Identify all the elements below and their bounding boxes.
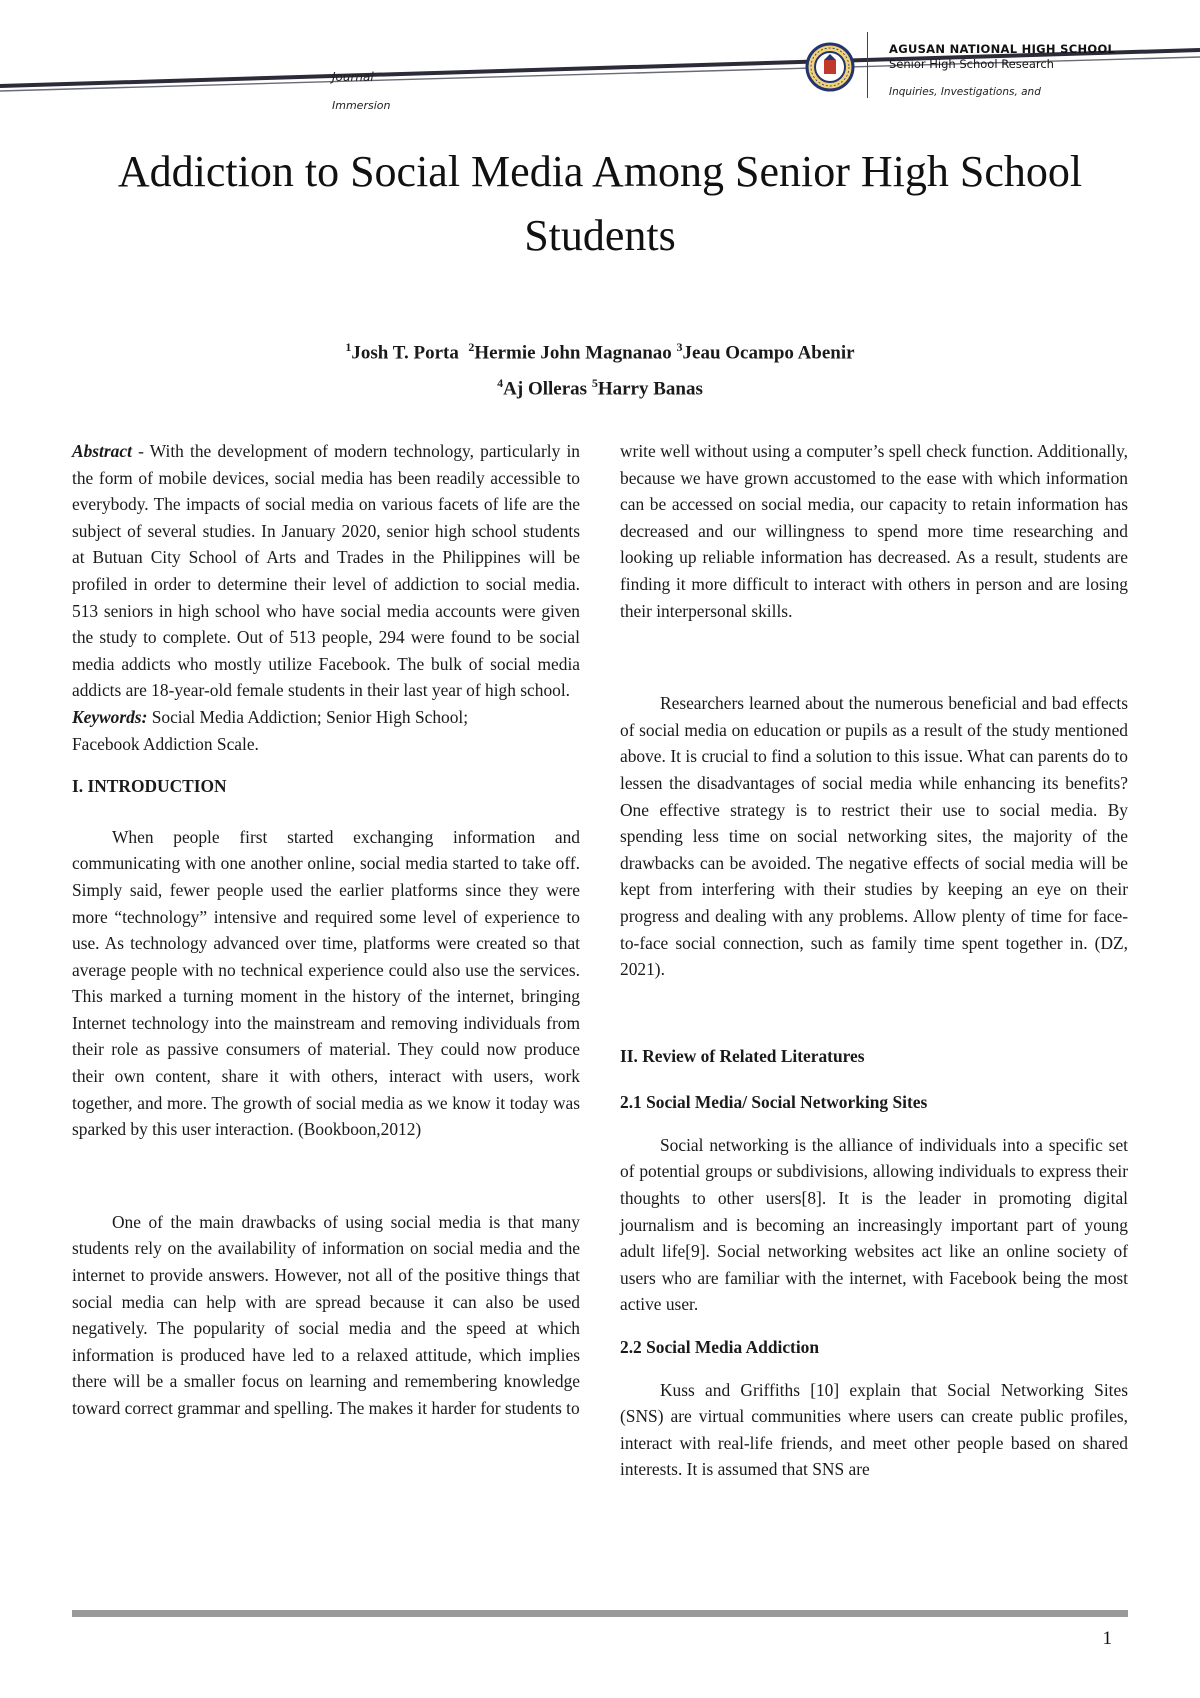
author-superscript: 3 xyxy=(676,340,683,354)
author-superscript: 5 xyxy=(591,376,598,391)
author-name: Josh T. Porta xyxy=(351,342,459,364)
keywords-label: Keywords: xyxy=(72,706,148,727)
school-tagline: Inquiries, Investigations, and xyxy=(889,86,1041,98)
author-line-2 xyxy=(100,368,1100,404)
school-seal-icon xyxy=(805,42,855,92)
keywords-line-1: Social Media Addiction; Senior High School; xyxy=(147,706,469,727)
author-superscript: 1 xyxy=(345,340,352,354)
author-superscript: 4 xyxy=(497,376,504,391)
keywords-line-2: Facebook Addiction Scale. xyxy=(72,733,259,754)
abstract-paragraph xyxy=(72,438,580,704)
author-name: Hermie John Magnanao xyxy=(474,342,672,364)
footer-rule xyxy=(72,1610,1128,1617)
keywords-block xyxy=(72,704,580,757)
school-name: AGUSAN NATIONAL HIGH SCHOOL xyxy=(889,42,1116,56)
intro-paragraph-1: When people first started exchanging information and communicating with one another online, social media started to take off. Simply said, fewer people used the earlier platforms since they were more “technology” intensive and required some level of experience to use. As technology advanced over time, platforms were created so that average people with no technical experience could also use the services. This marked a turning moment in the history of the internet, bringing Internet technology into the mainstream and removing individuals from their role as passive consumers of material. They could now produce their own content, share it with others, interact with users, work together, and more. The growth of social media as we know it today was sparked by this user interaction. (Bookboon,2012) xyxy=(72,826,580,1140)
review-heading: II. Review of Related Literatures xyxy=(620,1045,865,1066)
left-column xyxy=(72,438,580,1422)
header-divider xyxy=(867,32,868,98)
intro-paragraph-3: Researchers learned about the numerous beneficial and bad effects of social media on education or pupils as a result of the study mentioned above. It is crucial to find a solution to this issue. What can parents do to lessen the disadvantages of social media while enhancing its benefits? One effective strategy is to restrict their use to social media. By spending less time on social networking sites, the majority of the drawbacks can be avoided. The negative effects of social media will be kept from interfering with their studies by keeping an eye on their progress and dealing with any problems. Allow plenty of time for face-to-face social connection, such as family time spent together in. (DZ, 2021). xyxy=(620,693,1128,980)
abstract-text: - With the development of modern technology, particularly in the form of mobile devices, social media has been readily accessible to everybody. The impacts of social media on various facets of life are the subject of several studies. In January 2020, senior high school students at Butuan City School of Arts and Trades in the Philippines will be profiled in order to determine their level of addiction to social media. 513 seniors in high school who have social media accounts were given the study to complete. Out of 513 people, 294 were found to be social media addicts who mostly utilize Facebook. The bulk of social media addicts are 18-year-old female students in their last year of high school. xyxy=(72,441,580,701)
abstract-label: Abstract xyxy=(72,441,132,461)
school-subtitle: Senior High School Research xyxy=(889,57,1054,71)
right-column xyxy=(620,438,1128,1483)
author-line-1 xyxy=(100,332,1100,368)
author-name: Jeau Ocampo Abenir xyxy=(682,342,855,364)
page-header xyxy=(0,0,1200,120)
author-superscript: 2 xyxy=(468,340,475,354)
author-name: Aj Olleras xyxy=(503,378,588,400)
subsection-2-2-paragraph: Kuss and Griffiths [10] explain that Social Networking Sites (SNS) are virtual communities where users can create public profiles, interact with real-life friends, and meet other people based on shared interests. It is assumed that SNS are xyxy=(620,1379,1128,1480)
subsection-2-1-heading: 2.1 Social Media/ Social Networking Sites xyxy=(620,1092,928,1113)
page-number: 1 xyxy=(1102,1628,1112,1649)
author-list xyxy=(100,332,1100,405)
subsection-2-1-paragraph: Social networking is the alliance of individuals into a specific set of potential groups or subdivisions, allowing individuals to express their thoughts to other users[8]. It is the leader in promoting digital journalism and is becoming an increasingly important part of young adult life[9]. Social networking websites act like an online society of users who are familiar with the internet, with Facebook being the most active user. xyxy=(620,1134,1128,1315)
immersion-label: Immersion xyxy=(332,99,391,112)
introduction-heading: I. INTRODUCTION xyxy=(72,776,227,797)
subsection-2-2-heading: 2.2 Social Media Addiction xyxy=(620,1337,820,1358)
intro-paragraph-2-continued: write well without using a computer’s spell check function. Additionally, because we have grown accustomed to the ease with which information can be accessed on social media, our capacity to retain information has decreased and our willingness to spend more time researching and looking up reliable information has decreased. As a result, students are finding it more difficult to interact with others in person and are losing their interpersonal skills. xyxy=(620,441,1128,621)
journal-label: Journal xyxy=(332,70,374,84)
paper-title: Addiction to Social Media Among Senior High School Students xyxy=(117,147,1083,260)
author-name: Harry Banas xyxy=(597,378,703,400)
intro-paragraph-2: One of the main drawbacks of using social media is that many students rely on the availability of information on social media and the internet to provide answers. However, not all of the positive things that social media can help with are spread because it can also be used negatively. The popularity of social media and the speed at which information is produced have led to a relaxed attitude, which implies there will be a smaller focus on learning and remembering knowledge toward correct grammar and spelling. The makes it harder for students to xyxy=(72,1211,580,1418)
